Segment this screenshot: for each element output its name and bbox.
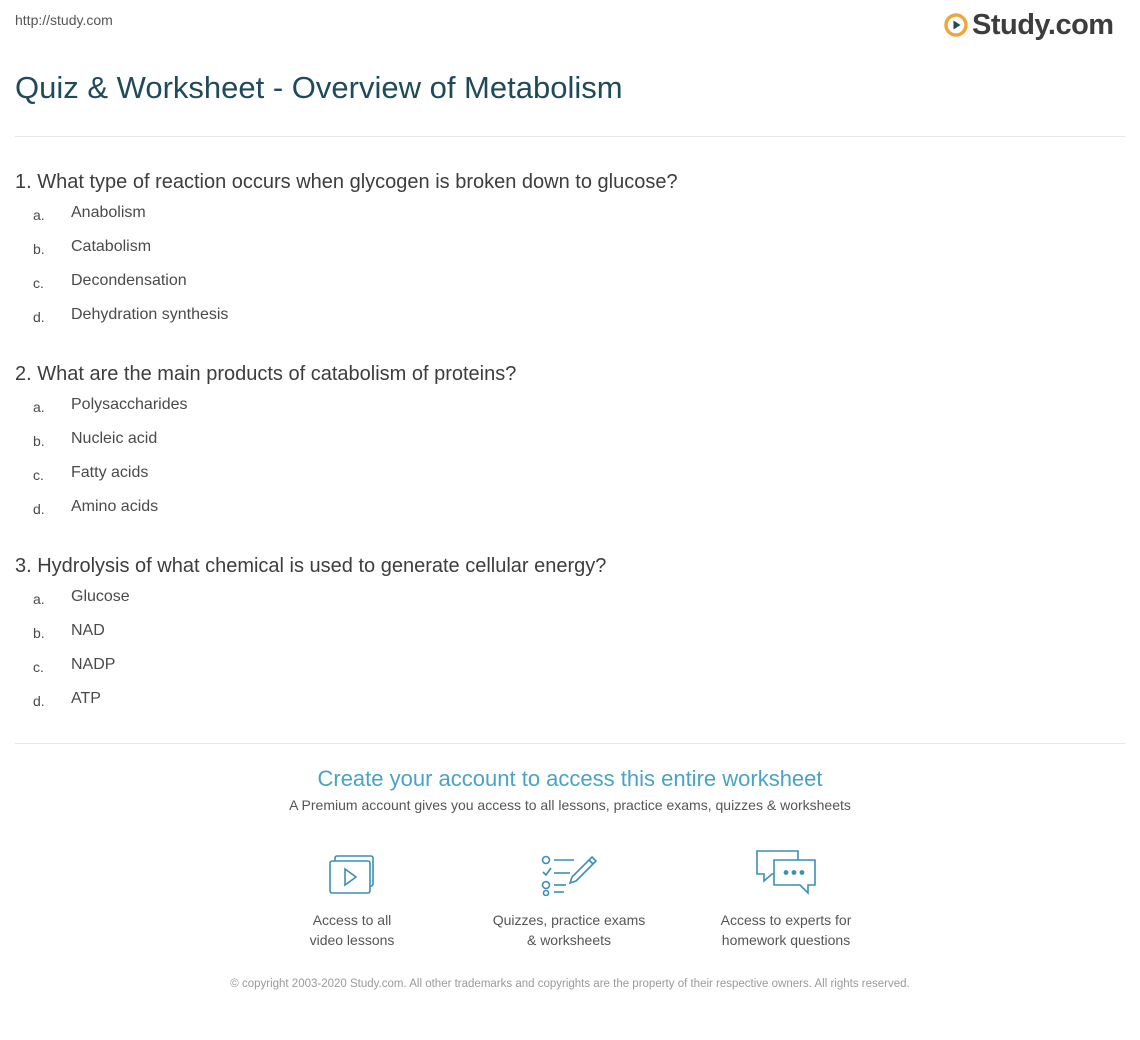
cta-subtitle: A Premium account gives you access to all lessons, practice exams, quizzes & worksheets [289,797,851,813]
site-url[interactable]: http://study.com [15,12,113,28]
answer-text: Polysaccharides [71,396,188,413]
answer-letter: b. [33,241,45,257]
feature-label-line1: Access to all [312,912,392,928]
chat-bubbles-icon [754,848,818,896]
answer-text: Catabolism [71,238,152,255]
answer-option [15,621,1115,655]
answer-option [15,203,1115,237]
answer-letter: a. [33,591,45,607]
answer-text: Fatty acids [71,464,149,481]
answer-text: NADP [71,656,116,673]
answer-option [15,237,1115,271]
feature-label-line2: & worksheets [526,932,612,948]
answer-text: Glucose [71,588,130,605]
feature-label-line1: Quizzes, practice exams [492,912,646,928]
answer-list [15,395,1115,531]
question-2 [15,362,1115,531]
answer-letter: d. [33,501,45,517]
answer-text: NAD [71,622,105,639]
answer-text: Nucleic acid [71,430,158,447]
feature-label-line1: Access to experts for [720,912,852,928]
study-logo[interactable] [944,8,1114,42]
study-logo-icon [944,13,968,37]
answer-list [15,203,1115,339]
answer-option [15,655,1115,689]
answer-letter: b. [33,433,45,449]
answer-option [15,305,1115,339]
answer-letter: a. [33,399,45,415]
question-1 [15,170,1115,339]
page-title: Quiz & Worksheet - Overview of Metabolism [15,70,623,105]
feature-label-line2: video lessons [309,932,395,948]
answer-option [15,587,1115,621]
answer-list [15,587,1115,723]
answer-text: Decondensation [71,272,187,289]
answer-letter: a. [33,207,45,223]
answer-text: ATP [71,690,101,707]
answer-letter: c. [33,275,44,291]
feature-label-line2: homework questions [721,932,851,948]
copyright-notice: © copyright 2003-2020 Study.com. All other trademarks and copyrights are the property of their respective owners. All rights reserved. [230,978,910,990]
question-text: 1. What type of reaction occurs when glycogen is broken down to glucose? [15,171,678,193]
answer-letter: b. [33,625,45,641]
answer-option [15,689,1115,723]
question-text: 2. What are the main products of catabolism of proteins? [15,363,517,385]
answer-text: Amino acids [71,498,159,515]
answer-option [15,429,1115,463]
answer-option [15,271,1115,305]
cta-title-link[interactable]: Create your account to access this entire worksheet [317,766,823,791]
answer-letter: d. [33,693,45,709]
answer-option [15,395,1115,429]
quiz-checklist-icon [540,854,598,896]
answer-option [15,497,1115,531]
feature-experts [676,848,896,950]
feature-video-lessons [242,848,462,950]
answer-text: Dehydration synthesis [71,306,229,323]
answer-text: Anabolism [71,204,146,221]
answer-letter: d. [33,309,45,325]
title-divider [15,136,1125,137]
answer-letter: c. [33,467,44,483]
question-3 [15,554,1115,723]
cta-divider [15,743,1125,744]
answer-option [15,463,1115,497]
question-text: 3. Hydrolysis of what chemical is used to generate cellular energy? [15,555,607,577]
answer-letter: c. [33,659,44,675]
feature-quizzes [459,848,679,950]
video-lessons-icon [326,854,378,896]
logo-text: Study.com [972,9,1114,41]
